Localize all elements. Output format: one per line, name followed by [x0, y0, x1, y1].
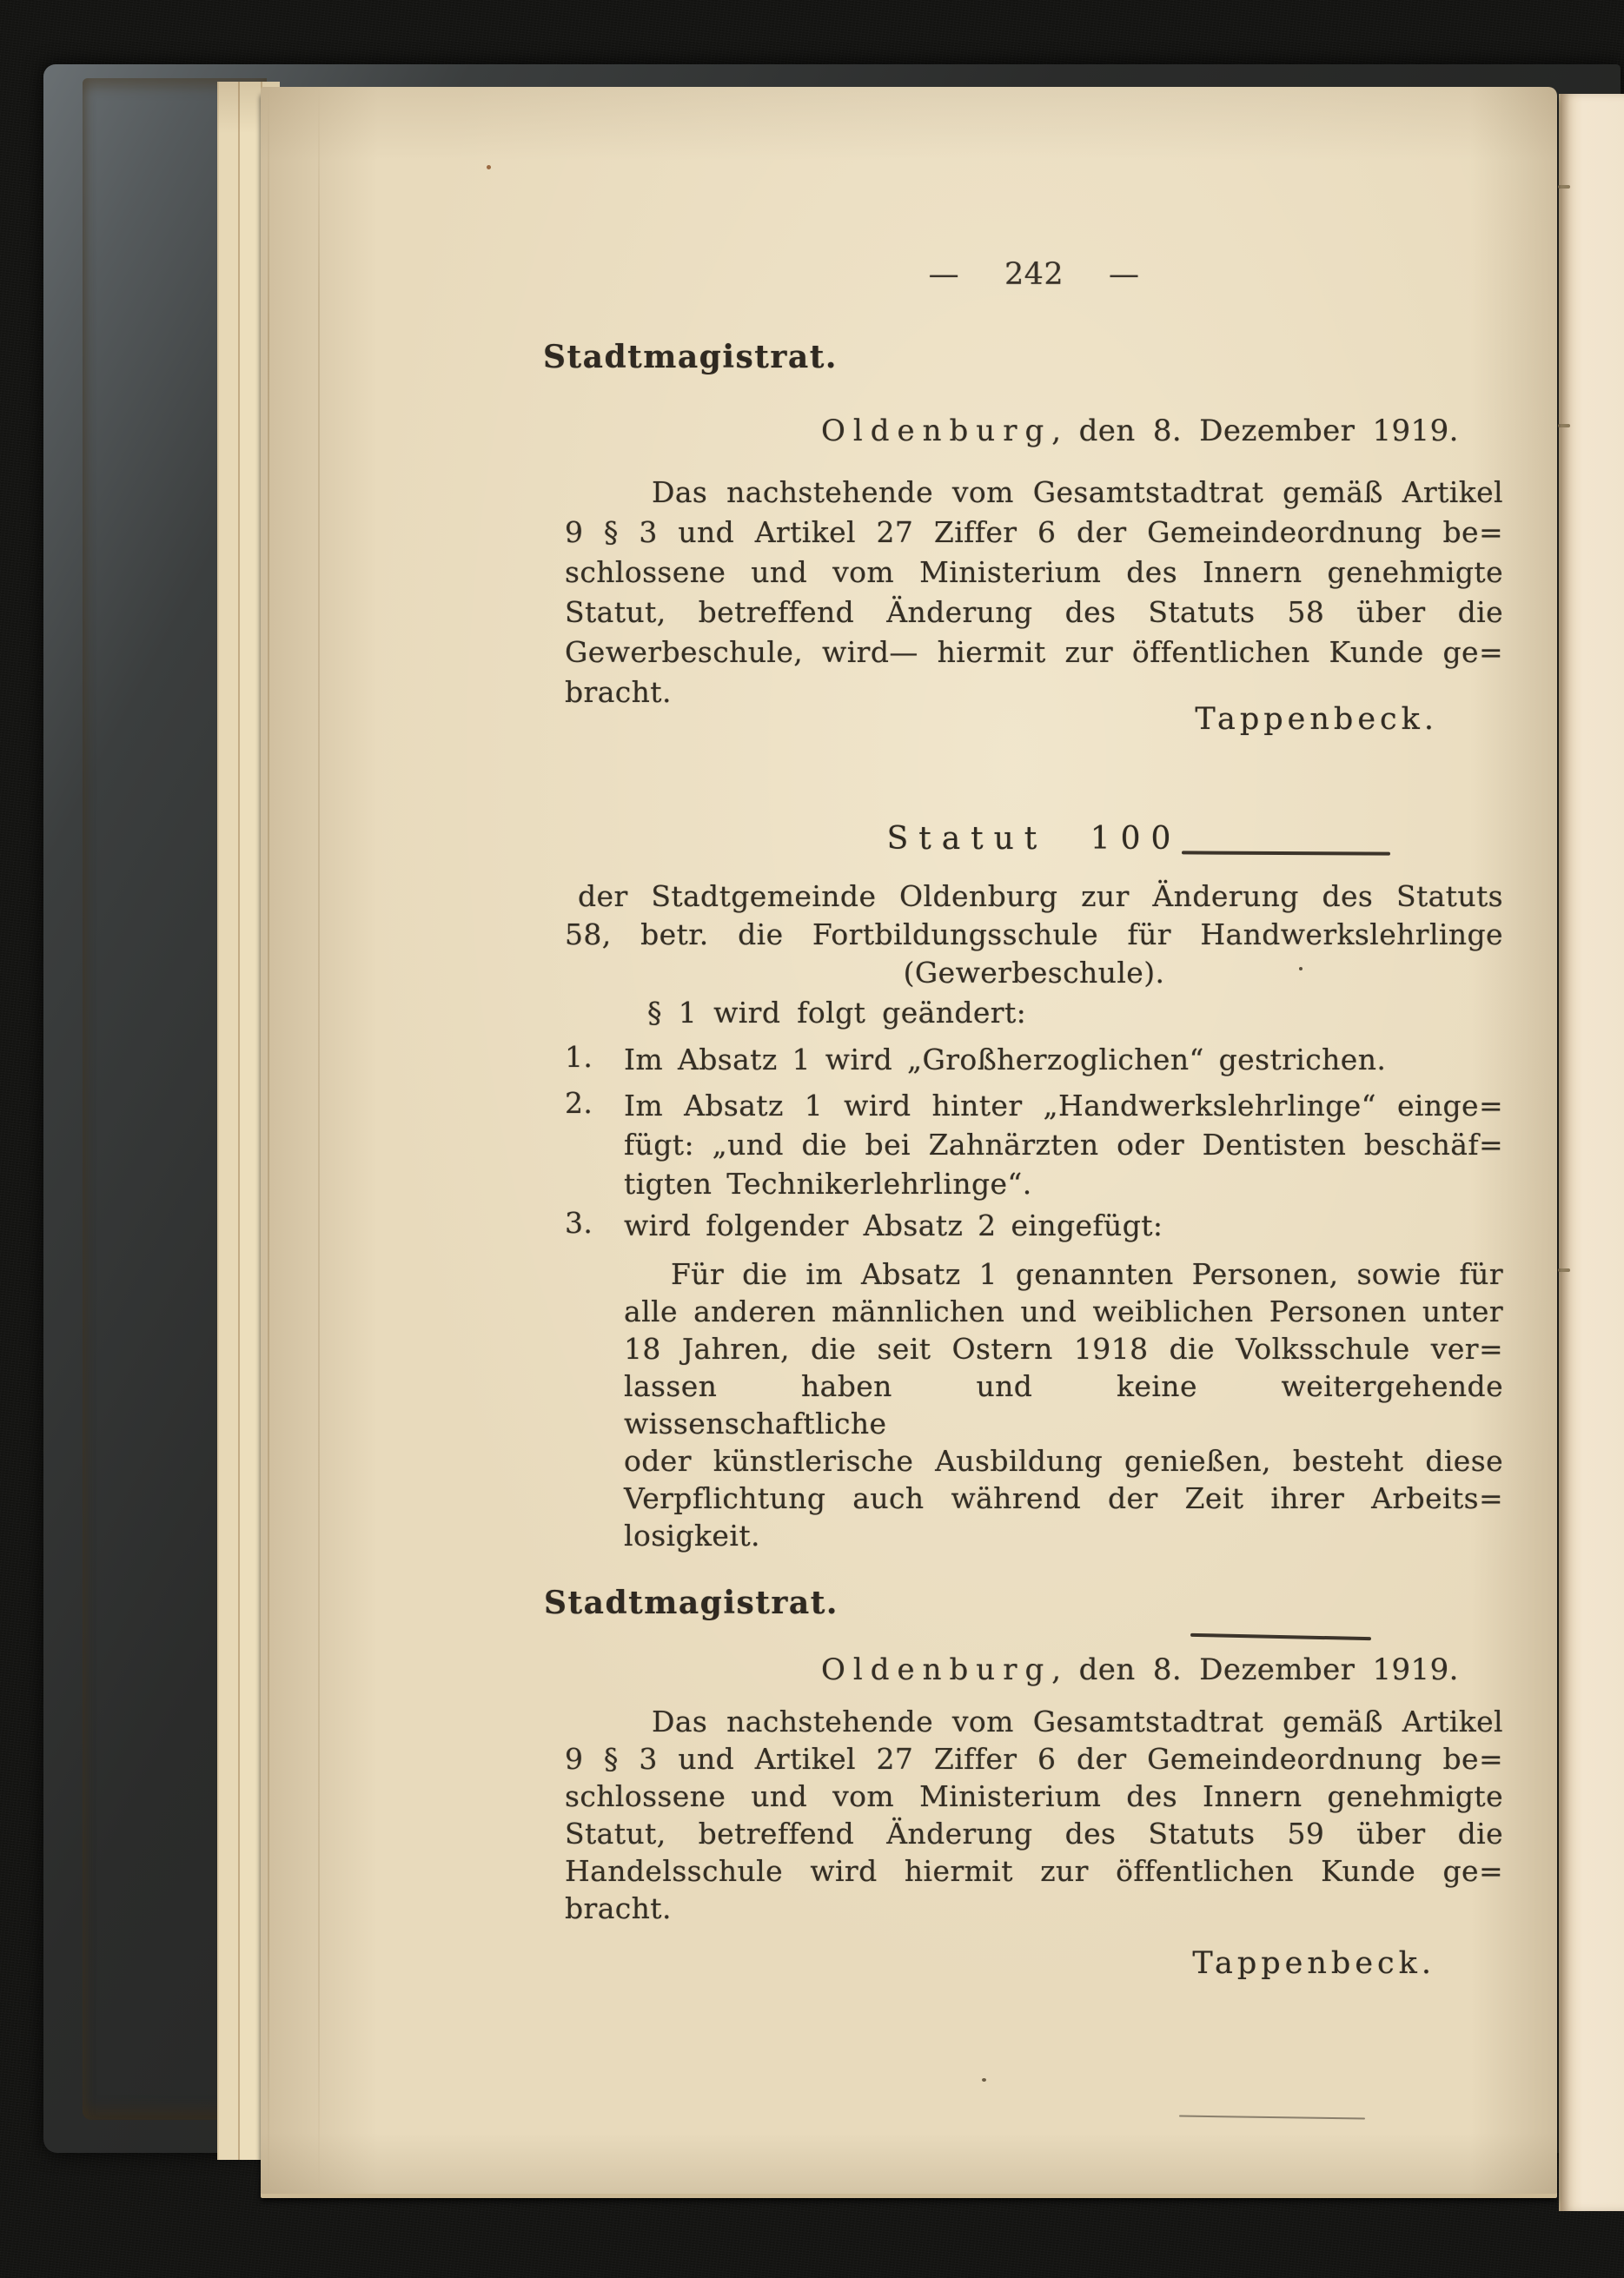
paragraph-line: bracht.: [565, 675, 672, 709]
statut-subtitle: [565, 877, 1503, 992]
section2-paragraph: [565, 1703, 1503, 1927]
paragraph-line: Statut, betreffend Änderung des Statuts 59 über die: [565, 1817, 1503, 1851]
statut-item-3: [565, 1206, 1503, 1245]
paragraph-line: 9 § 3 und Artikel 27 Ziffer 6 der Gemeindeordnung be=: [565, 1742, 1503, 1776]
paper-speck: [982, 2078, 986, 2082]
paragraph-line: losigkeit.: [624, 1519, 760, 1553]
dateline-place: Oldenburg: [821, 1652, 1052, 1687]
section2-dateline: [565, 1652, 1503, 1687]
page-number: 242: [1004, 257, 1064, 292]
paragraph-line: alle anderen männlichen und weiblichen Personen unter: [624, 1295, 1503, 1328]
paragraph-line: Verpflichtung auch während der Zeit ihrer Arbeits=: [624, 1481, 1503, 1515]
section2-heading: Stadtmagistrat.: [544, 1585, 839, 1621]
binding-stitch-mark: [1558, 185, 1570, 189]
subtitle-line: 58, betr. die Fortbildungsschule für Handwerkslehrlinge: [565, 917, 1503, 951]
paragraph-line: Gewerbeschule, wird— hiermit zur öffentlichen Kunde ge=: [565, 635, 1503, 669]
item-line: Im Absatz 1 wird „Großherzoglichen“ gestrichen.: [624, 1043, 1387, 1076]
section1-paragraph: [565, 473, 1503, 712]
paragraph-line: 9 § 3 und Artikel 27 Ziffer 6 der Gemeindeordnung be=: [565, 515, 1503, 549]
dateline-date: , den 8. Dezember 1919.: [1051, 1652, 1459, 1687]
paragraph-line: Handelsschule wird hiermit zur öffentlichen Kunde ge=: [565, 1854, 1503, 1888]
item-line: Im Absatz 1 wird hinter „Handwerkslehrlinge“ einge=: [624, 1089, 1503, 1122]
page-number-line: [565, 257, 1503, 292]
binding-stitch-mark: [1558, 1268, 1570, 1272]
paragraph-line: Statut, betreffend Änderung des Statuts 58 über die: [565, 595, 1503, 629]
folio-dash-left: —: [928, 257, 959, 292]
dateline-place: Oldenburg: [821, 414, 1052, 448]
paragraph-line: 18 Jahren, die seit Ostern 1918 die Volksschule ver=: [624, 1332, 1503, 1366]
paragraph-line: Für die im Absatz 1 genannten Personen, sowie für: [671, 1257, 1503, 1291]
statut-item-1: [565, 1040, 1503, 1079]
page-crease: [318, 87, 320, 2194]
paragraph-line: Das nachstehende vom Gesamtstadtrat gemäß Artikel: [652, 475, 1503, 509]
dateline-date: , den 8. Dezember 1919.: [1051, 414, 1459, 448]
section-divider: [1190, 1633, 1371, 1640]
item-line: wird folgender Absatz 2 eingefügt:: [624, 1209, 1163, 1242]
statut-intro: § 1 wird folgt geändert:: [647, 996, 1027, 1030]
paragraph-line: lassen haben und keine weitergehende wissenschaftliche: [624, 1369, 1503, 1440]
page-crease: [268, 87, 269, 2194]
section2-signature: Tappenbeck.: [1192, 1946, 1435, 1981]
statut-heading: Statut 100: [886, 821, 1182, 857]
paragraph-line: schlossene und vom Ministerium des Innern genehmigte: [565, 555, 1503, 589]
item-line: tigten Technikerlehrlinge“.: [624, 1167, 1032, 1201]
paragraph-line: Das nachstehende vom Gesamtstadtrat gemäß Artikel: [652, 1705, 1503, 1738]
binding-stitch-mark: [1558, 424, 1570, 427]
paragraph-line: schlossene und vom Ministerium des Innern genehmigte: [565, 1779, 1503, 1813]
folio-dash-right: —: [1109, 257, 1140, 292]
item-number: 3.: [565, 1206, 593, 1240]
item-number: 1.: [565, 1040, 593, 1074]
paper-speck: [487, 165, 491, 169]
paragraph-line: bracht.: [565, 1891, 672, 1925]
section1-heading: Stadtmagistrat.: [543, 339, 838, 375]
section-divider-faint: [1179, 2116, 1365, 2120]
paragraph-line: oder künstlerische Ausbildung genießen, besteht diese: [624, 1444, 1503, 1478]
statut-item-2: [565, 1086, 1503, 1203]
subtitle-line: der Stadtgemeinde Oldenburg zur Änderung des Statuts: [578, 879, 1503, 913]
section1-signature: Tappenbeck.: [1195, 702, 1438, 737]
book-page: [261, 87, 1557, 2194]
next-page-edge: [1559, 94, 1624, 2211]
section1-dateline: [565, 414, 1503, 448]
item-line: fügt: „und die bei Zahnärzten oder Dentisten beschäf=: [624, 1128, 1503, 1162]
item-number: 2.: [565, 1086, 593, 1120]
subtitle-line: (Gewerbeschule).: [903, 956, 1165, 990]
statut-inserted-paragraph: [624, 1255, 1503, 1554]
